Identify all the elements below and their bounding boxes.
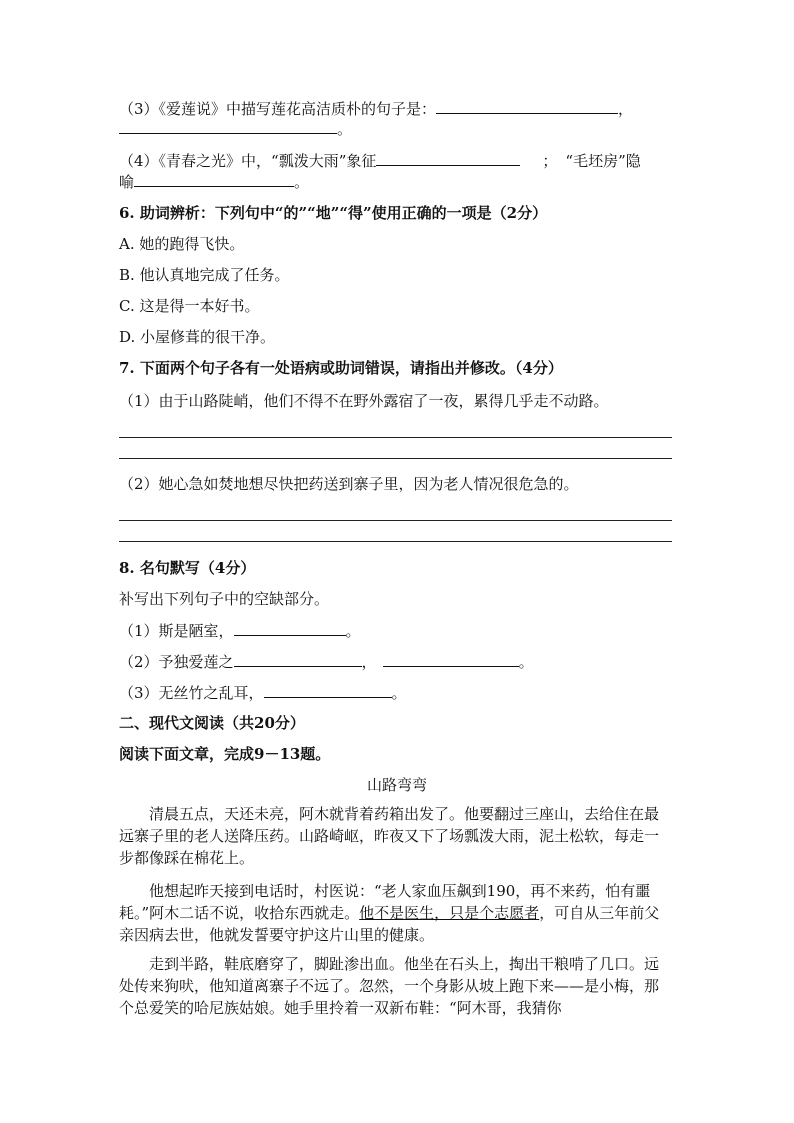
p2-text-b: ，可自从三年前父亲因病去世，他就发誓要守护这片山里的健康。 bbox=[119, 904, 660, 944]
punct: ， bbox=[361, 653, 377, 671]
q6-option-b: B. 他认真地完成了任务。 bbox=[119, 266, 290, 284]
q5-item4-mid: “毛坯房”隐 bbox=[565, 152, 641, 170]
answer-blank[interactable] bbox=[119, 118, 337, 134]
q7-sentence-2: （2）她心急如焚地想尽快把药送到寨子里，因为老人情况很危急的。 bbox=[119, 475, 579, 493]
answer-line[interactable] bbox=[119, 541, 672, 542]
answer-line[interactable] bbox=[119, 437, 672, 438]
answer-blank[interactable] bbox=[264, 682, 392, 698]
answer-line[interactable] bbox=[119, 520, 672, 521]
p2-text-a: 他想起昨天接到电话时，村医说：“老人家血压飙到190，再不来药，怕有噩耗。”阿木二话不说，收拾东西就走。 bbox=[119, 882, 651, 922]
article-paragraph-3: 走到半路，鞋底磨穿了，脚趾渗出血。他坐在石头上，掏出干粮啃了几口。远处传来狗吠，他知道离寨子不远了。忽然，一个身影从坡上跑下来——是小梅，那个总爱笑的哈尼族姑娘。她手里拎着一双新布鞋：“阿木哥，我猜你 bbox=[119, 955, 660, 1017]
punct: 。 bbox=[345, 622, 361, 640]
punct: ， bbox=[618, 100, 634, 118]
punct: 。 bbox=[518, 653, 534, 671]
q5-item4-text: （4）《青春之光》中，“瓢泼大雨”象征 bbox=[119, 152, 377, 170]
article-title: 山路弯弯 bbox=[366, 776, 427, 794]
q7-sentence-1: （1）由于山路陡峭，他们不得不在野外露宿了一夜，累得几乎走不动路。 bbox=[119, 392, 609, 410]
article-paragraph-2 bbox=[119, 880, 672, 946]
answer-blank[interactable] bbox=[376, 150, 520, 166]
q6-heading: 6. 助词辨析：下列句中“的”“地”“得”使用正确的一项是（2分） bbox=[119, 204, 548, 222]
q8-item1 bbox=[119, 620, 361, 641]
q5-item3 bbox=[119, 98, 633, 119]
answer-blank[interactable] bbox=[234, 620, 346, 636]
q6-option-d: D. 小屋修葺的很干净。 bbox=[119, 328, 276, 346]
punct: 。 bbox=[294, 173, 310, 191]
q5-item4-cont-text: 喻 bbox=[119, 173, 135, 191]
punct: 。 bbox=[391, 684, 407, 702]
q8-item3 bbox=[119, 682, 407, 703]
answer-blank[interactable] bbox=[383, 651, 519, 667]
q7-heading: 7. 下面两个句子各有一处语病或助词错误，请指出并修改。（4分） bbox=[119, 359, 563, 377]
answer-blank[interactable] bbox=[234, 651, 362, 667]
q5-item4-cont bbox=[119, 171, 309, 192]
q8-item1-text: （1）斯是陋室， bbox=[119, 622, 234, 640]
section2-instruction: 阅读下面文章，完成9－13题。 bbox=[119, 745, 331, 763]
q5-item4 bbox=[119, 150, 641, 171]
q6-option-a: A. 她的跑得飞快。 bbox=[119, 235, 245, 253]
q6-option-c: C. 这是得一本好书。 bbox=[119, 297, 260, 315]
p2-underlined-sentence: 他不是医生，只是个志愿者 bbox=[359, 904, 540, 922]
q5-item3-cont bbox=[119, 118, 352, 139]
q8-item2-text: （2）予独爱莲之 bbox=[119, 653, 234, 671]
q8-item3-text: （3）无丝竹之乱耳， bbox=[119, 684, 264, 702]
q8-heading: 8. 名句默写（4分） bbox=[119, 559, 256, 577]
answer-blank[interactable] bbox=[436, 98, 618, 114]
punct: 。 bbox=[337, 120, 353, 138]
q8-item2 bbox=[119, 651, 534, 672]
answer-blank[interactable] bbox=[134, 171, 294, 187]
q5-item3-text: （3）《爱莲说》中描写莲花高洁质朴的句子是： bbox=[119, 100, 437, 118]
article-paragraph-1: 清晨五点，天还未亮，阿木就背着药箱出发了。他要翻过三座山，去给住在最远寨子里的老人送降压药。山路崎岖，昨夜又下了场瓢泼大雨，泥土松软，每走一步都像踩在棉花上。 bbox=[119, 805, 660, 867]
section2-heading: 二、现代文阅读（共20分） bbox=[119, 714, 305, 732]
answer-line[interactable] bbox=[119, 458, 672, 459]
punct: ； bbox=[542, 152, 558, 170]
q8-instruction: 补写出下列句子中的空缺部分。 bbox=[119, 590, 330, 608]
